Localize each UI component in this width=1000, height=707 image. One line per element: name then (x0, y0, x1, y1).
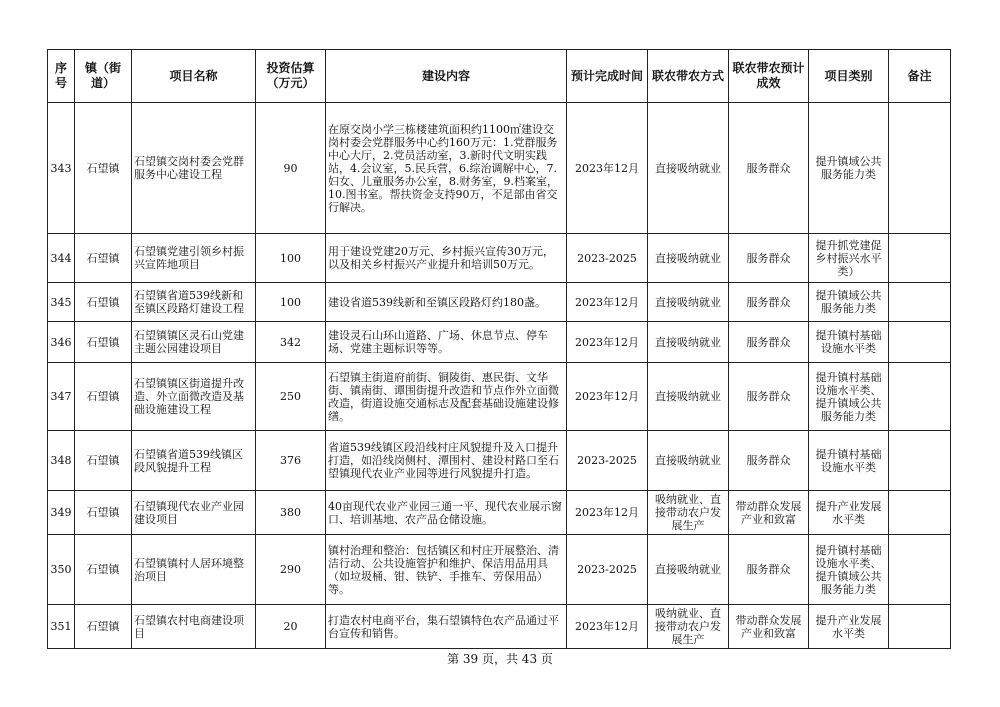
cell-note (889, 491, 951, 535)
cell-town: 石望镇 (75, 605, 132, 649)
cell-time: 2023年12月 (567, 103, 648, 234)
cell-seq: 350 (48, 535, 75, 605)
cell-time: 2023年12月 (567, 491, 648, 535)
cell-seq: 343 (48, 103, 75, 234)
cell-name: 石望镇镇村人居环境整治项目 (132, 535, 256, 605)
cell-category: 提升产业发展水平类 (809, 491, 889, 535)
header-note: 备注 (889, 50, 951, 103)
cell-town: 石望镇 (75, 234, 132, 283)
cell-seq: 348 (48, 431, 75, 491)
cell-effect: 服务群众 (729, 234, 809, 283)
cell-effect: 带动群众发展产业和致富 (729, 605, 809, 649)
cell-content: 建设省道539线新和至镇区段路灯约180盏。 (326, 283, 567, 322)
cell-content: 建设灵石山环山道路、广场、休息节点、停车场、党建主题标识等等。 (326, 322, 567, 363)
cell-name: 石望镇交岗村委会党群服务中心建设工程 (132, 103, 256, 234)
cell-name: 石望镇党建引领乡村振兴宣阵地项目 (132, 234, 256, 283)
cell-mode: 直接吸纳就业 (648, 103, 729, 234)
cell-name: 石望镇镇区街道提升改造、外立面微改造及基础设施建设工程 (132, 363, 256, 431)
cell-invest: 376 (256, 431, 326, 491)
header-effect: 联农带农预计成效 (729, 50, 809, 103)
table-row (48, 234, 951, 283)
cell-effect: 服务群众 (729, 103, 809, 234)
cell-name: 石望镇省道539线新和至镇区段路灯建设工程 (132, 283, 256, 322)
header-row (48, 50, 951, 103)
cell-content: 打造农村电商平台，集石望镇特色农产品通过平台宣传和销售。 (326, 605, 567, 649)
table-row (48, 605, 951, 649)
cell-mode: 吸纳就业、直接带动农户发展生产 (648, 491, 729, 535)
cell-category: 提升镇域公共服务能力类 (809, 103, 889, 234)
cell-content: 镇村治理和整治：包括镇区和村庄开展整治、清洁行动、公共设施管护和维护、保洁用品用具（如垃圾桶、钳、铁铲、手推车、劳保用品）等。 (326, 535, 567, 605)
cell-time: 2023-2025 (567, 535, 648, 605)
cell-time: 2023年12月 (567, 283, 648, 322)
cell-mode: 直接吸纳就业 (648, 234, 729, 283)
cell-content: 40亩现代农业产业园三通一平、现代农业展示窗口、培训基地、农产品仓储设施。 (326, 491, 567, 535)
cell-category: 提升镇村基础设施水平类、提升镇域公共服务能力类 (809, 535, 889, 605)
header-invest: 投资估算（万元） (256, 50, 326, 103)
header-time: 预计完成时间 (567, 50, 648, 103)
header-content: 建设内容 (326, 50, 567, 103)
cell-category: 提升镇村基础设施水平类 (809, 431, 889, 491)
table-row (48, 535, 951, 605)
project-table (47, 49, 951, 649)
cell-invest: 290 (256, 535, 326, 605)
cell-name: 石望镇农村电商建设项目 (132, 605, 256, 649)
table-row (48, 491, 951, 535)
cell-content: 用于建设党建20万元、乡村振兴宣传30万元，以及相关乡村振兴产业提升和培训50万元。 (326, 234, 567, 283)
cell-mode: 直接吸纳就业 (648, 431, 729, 491)
cell-mode: 直接吸纳就业 (648, 283, 729, 322)
cell-seq: 345 (48, 283, 75, 322)
cell-time: 2023-2025 (567, 431, 648, 491)
cell-category: 提升产业发展水平类 (809, 605, 889, 649)
cell-name: 石望镇镇区灵石山党建主题公园建设项目 (132, 322, 256, 363)
header-name: 项目名称 (132, 50, 256, 103)
cell-mode: 吸纳就业、直接带动农户发展生产 (648, 605, 729, 649)
cell-effect: 服务群众 (729, 322, 809, 363)
cell-town: 石望镇 (75, 103, 132, 234)
cell-category: 提升镇域公共服务能力类 (809, 283, 889, 322)
cell-note (889, 605, 951, 649)
cell-invest: 342 (256, 322, 326, 363)
page-number: 第 39 页，共 43 页 (447, 652, 553, 666)
cell-content: 省道539线镇区段沿线村庄风貌提升及入口提升打造，如沿线岗侧村、潭围村、建设村路口至石望镇现代农业产业园等进行风貌提升打造。 (326, 431, 567, 491)
cell-town: 石望镇 (75, 431, 132, 491)
cell-town: 石望镇 (75, 322, 132, 363)
cell-invest: 380 (256, 491, 326, 535)
cell-time: 2023-2025 (567, 234, 648, 283)
cell-seq: 351 (48, 605, 75, 649)
cell-town: 石望镇 (75, 283, 132, 322)
table-row (48, 322, 951, 363)
cell-seq: 347 (48, 363, 75, 431)
cell-seq: 344 (48, 234, 75, 283)
cell-content: 在原交岗小学三栋楼建筑面积约1100㎡建设交岗村委会党群服务中心约160万元：1.党群服务中心大厅，2.党员活动室，3.新时代文明实践站，4.会议室，5.民兵营，6.综治调解中心，7.妇女、儿童服务办公室，8.财务室，9.档案室，10.图书室。帮扶资金支持90万，不足部由省交行解决。 (326, 103, 567, 234)
cell-invest: 20 (256, 605, 326, 649)
cell-time: 2023年12月 (567, 322, 648, 363)
header-mode: 联农带农方式 (648, 50, 729, 103)
header-seq: 序号 (48, 50, 75, 103)
cell-effect: 服务群众 (729, 431, 809, 491)
cell-note (889, 322, 951, 363)
cell-town: 石望镇 (75, 535, 132, 605)
cell-category: 提升抓党建促乡村振兴水平类） (809, 234, 889, 283)
cell-note (889, 363, 951, 431)
cell-invest: 100 (256, 234, 326, 283)
cell-effect: 服务群众 (729, 363, 809, 431)
cell-invest: 250 (256, 363, 326, 431)
cell-note (889, 283, 951, 322)
table-row (48, 103, 951, 234)
table-row (48, 363, 951, 431)
table-row (48, 431, 951, 491)
cell-name: 石望镇现代农业产业园建设项目 (132, 491, 256, 535)
cell-seq: 349 (48, 491, 75, 535)
cell-effect: 带动群众发展产业和致富 (729, 491, 809, 535)
cell-effect: 服务群众 (729, 283, 809, 322)
cell-time: 2023年12月 (567, 363, 648, 431)
cell-note (889, 535, 951, 605)
cell-content: 石望镇主街道府前街、铜陵街、惠民街、文华街、镇南街、谭围街提升改造和节点作外立面微改造，街道设施交通标志及配套基础设施建设修缮。 (326, 363, 567, 431)
cell-note (889, 431, 951, 491)
cell-invest: 90 (256, 103, 326, 234)
table-row (48, 283, 951, 322)
cell-mode: 直接吸纳就业 (648, 535, 729, 605)
cell-note (889, 234, 951, 283)
cell-time: 2023年12月 (567, 605, 648, 649)
cell-note (889, 103, 951, 234)
cell-seq: 346 (48, 322, 75, 363)
cell-mode: 直接吸纳就业 (648, 322, 729, 363)
cell-category: 提升镇村基础设施水平类 (809, 322, 889, 363)
cell-name: 石望镇省道539线镇区段风貌提升工程 (132, 431, 256, 491)
header-category: 项目类别 (809, 50, 889, 103)
cell-mode: 直接吸纳就业 (648, 363, 729, 431)
header-town: 镇（街道） (75, 50, 132, 103)
cell-category: 提升镇村基础设施水平类、提升镇域公共服务能力类 (809, 363, 889, 431)
cell-invest: 100 (256, 283, 326, 322)
cell-town: 石望镇 (75, 491, 132, 535)
cell-town: 石望镇 (75, 363, 132, 431)
cell-effect: 服务群众 (729, 535, 809, 605)
